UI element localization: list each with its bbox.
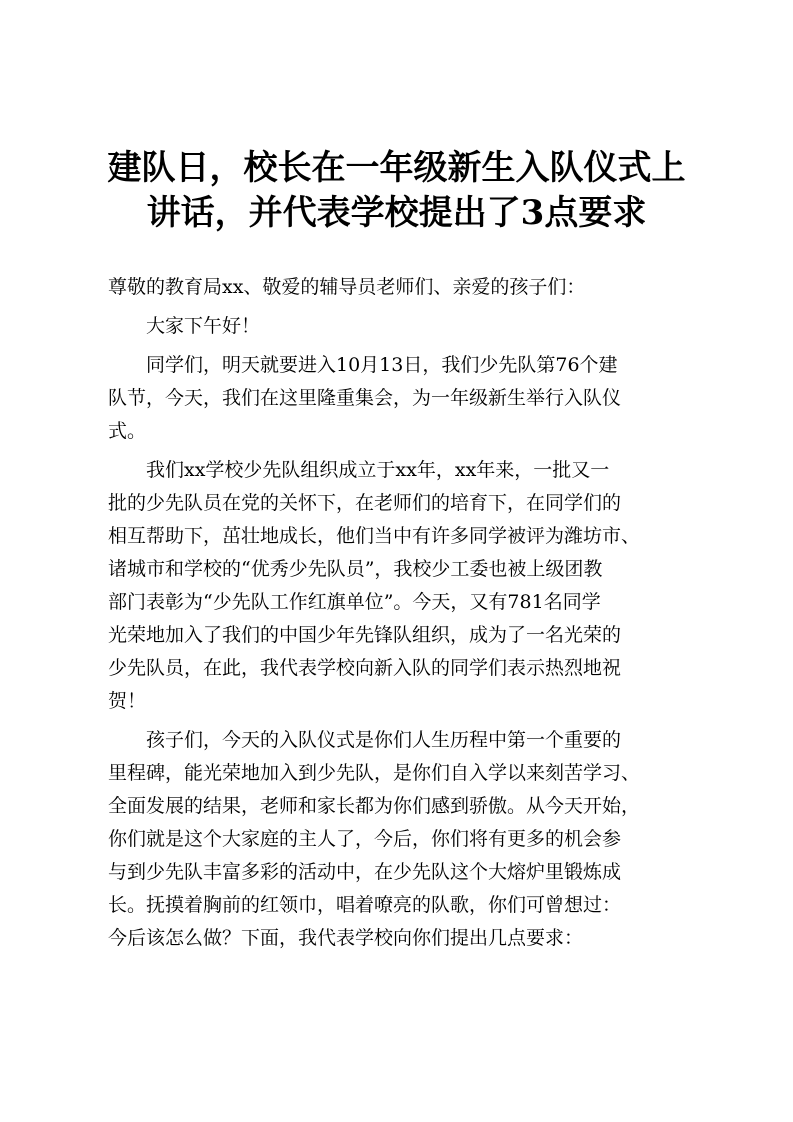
paragraph-line: 式。: [108, 420, 147, 442]
paragraph-line: 光荣地加入了我们的中国少年先锋队组织，成为了一名光荣的: [108, 624, 622, 646]
paragraph-line: 相互帮助下，茁壮地成长，他们当中有许多同学被评为潍坊市、: [108, 525, 641, 547]
paragraph-line: 队节，今天，我们在这里隆重集会，为一年级新生举行入队仪: [108, 387, 622, 409]
paragraph-line: 我们xx学校少先队组织成立于xx年，xx年来，一批又一: [146, 459, 610, 481]
paragraph-line: 诸城市和学校的“优秀少先队员”，我校少工委也被上级团教: [108, 558, 603, 580]
paragraph-line: 同学们，明天就要进入10月13日，我们少先队第76个建: [146, 354, 618, 376]
paragraph-line: 少先队员，在此，我代表学校向新入队的同学们表示热烈地祝: [108, 657, 622, 679]
greeting: 大家下午好！: [146, 315, 261, 337]
salutation: 尊敬的教育局xx、敬爱的辅导员老师们、亲爱的孩子们：: [108, 276, 586, 298]
paragraph-1: [108, 349, 688, 448]
paragraph-line: 全面发展的结果，老师和家长都为你们感到骄傲。从今天开始，: [108, 795, 641, 817]
paragraph-line: 部门表彰为“少先队工作红旗单位”。今天，又有781名同学: [108, 591, 601, 613]
paragraph-line: 长。抚摸着胸前的红领巾，唱着嘹亮的队歌，你们可曾想过：: [108, 894, 622, 916]
paragraph-3: [108, 724, 688, 955]
paragraph-line: 批的少先队员在党的关怀下，在老师们的培育下，在同学们的: [108, 492, 622, 514]
paragraph-line: 贺！: [108, 690, 147, 712]
document-title: [60, 146, 733, 236]
document-body: [108, 271, 688, 955]
paragraph-line: 孩子们，今天的入队仪式是你们人生历程中第一个重要的: [146, 729, 622, 751]
title-line-2: 讲话，并代表学校提出了3点要求: [146, 193, 647, 233]
paragraph-line: 今后该怎么做？下面，我代表学校向你们提出几点要求：: [108, 927, 584, 949]
paragraph-line: 与到少先队丰富多彩的活动中，在少先队这个大熔炉里锻炼成: [108, 861, 622, 883]
paragraph-line: 里程碑，能光荣地加入到少先队，是你们自入学以来刻苦学习、: [108, 762, 641, 784]
paragraph-2: [108, 454, 688, 718]
title-line-1: 建队日，校长在一年级新生入队仪式上: [107, 148, 686, 188]
paragraph-line: 你们就是这个大家庭的主人了，今后，你们将有更多的机会参: [108, 828, 622, 850]
